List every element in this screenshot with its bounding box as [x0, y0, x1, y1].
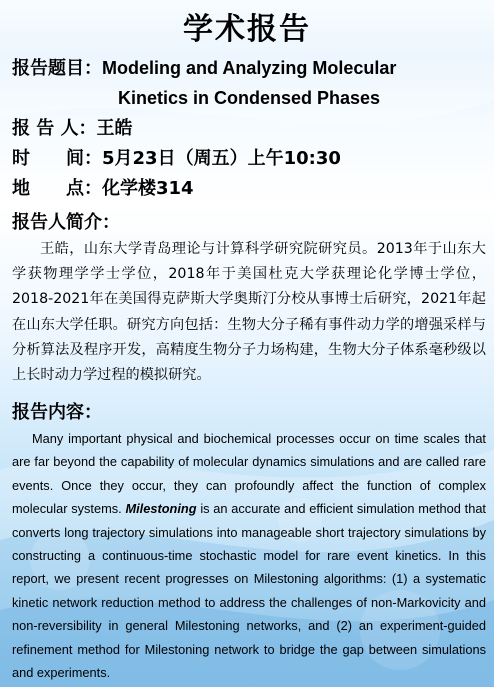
time-row: [12, 148, 341, 170]
topic-line1: Modeling and Analyzing Molecular: [102, 58, 397, 78]
speaker-name: 王皓: [96, 118, 133, 139]
time-value: 5月23日（周五）上午10:30: [102, 148, 341, 169]
abstract-paragraph: [12, 427, 486, 684]
bio-text: [12, 237, 486, 388]
place-value: 化学楼314: [102, 178, 194, 199]
abstract-emphasis: Milestoning: [125, 501, 197, 517]
bio-paragraph: 王皓，山东大学青岛理论与计算科学研究院研究员。2013年于山东大学获物理学学士学位，2018年于美国杜克大学获理论化学博士学位，2018-2021年在美国得克萨斯大学奥斯汀分校从事博士后研究，2021年起在山东大学任职。研究方向包括：生物大分子稀有事件动力学的增强采样与分析算法及程序开发，高精度生物分子力场构建，生物大分子体系毫秒级以上长时动力学过程的模拟研究。: [12, 241, 486, 384]
page-title: 学术报告: [183, 12, 311, 47]
speaker-row: [12, 118, 133, 140]
abstract-text-after: is an accurate and efficient simulation method that converts long trajectory simulations into manageable short trajectory simulations by constructing a continuous-time stochastic model for rare event kinetics. In this report, we present recent progresses on Milestoning algorithms: (1) a systematic kinetic network reduction method to address the challenges of non-Markovicity and non-reversibility in general Milestoning networks, and (2) an experiment-guided refinement method for Milestoning network to bridge the gap between simulations and experiments.: [12, 501, 486, 681]
place-label: 地 点：: [12, 178, 102, 199]
bio-heading: 报告人简介：: [12, 212, 120, 233]
topic-line2: Kinetics in Condensed Phases: [118, 88, 381, 108]
speaker-label: 报 告 人：: [12, 118, 97, 139]
topic-row: [12, 57, 396, 80]
abstract-text-before: Many important physical and biochemical processes occur on time scales that are far beyond the capability of molecular dynamics simulations and are called rare events. Once they occur, they can profoundly affect the function of complex molecular systems.: [12, 431, 486, 517]
topic-label: 报告题目：: [12, 58, 102, 79]
place-row: [12, 178, 194, 200]
abstract-heading: 报告内容：: [12, 402, 102, 423]
abstract-text: [12, 427, 486, 684]
time-label: 时 间：: [12, 148, 102, 169]
